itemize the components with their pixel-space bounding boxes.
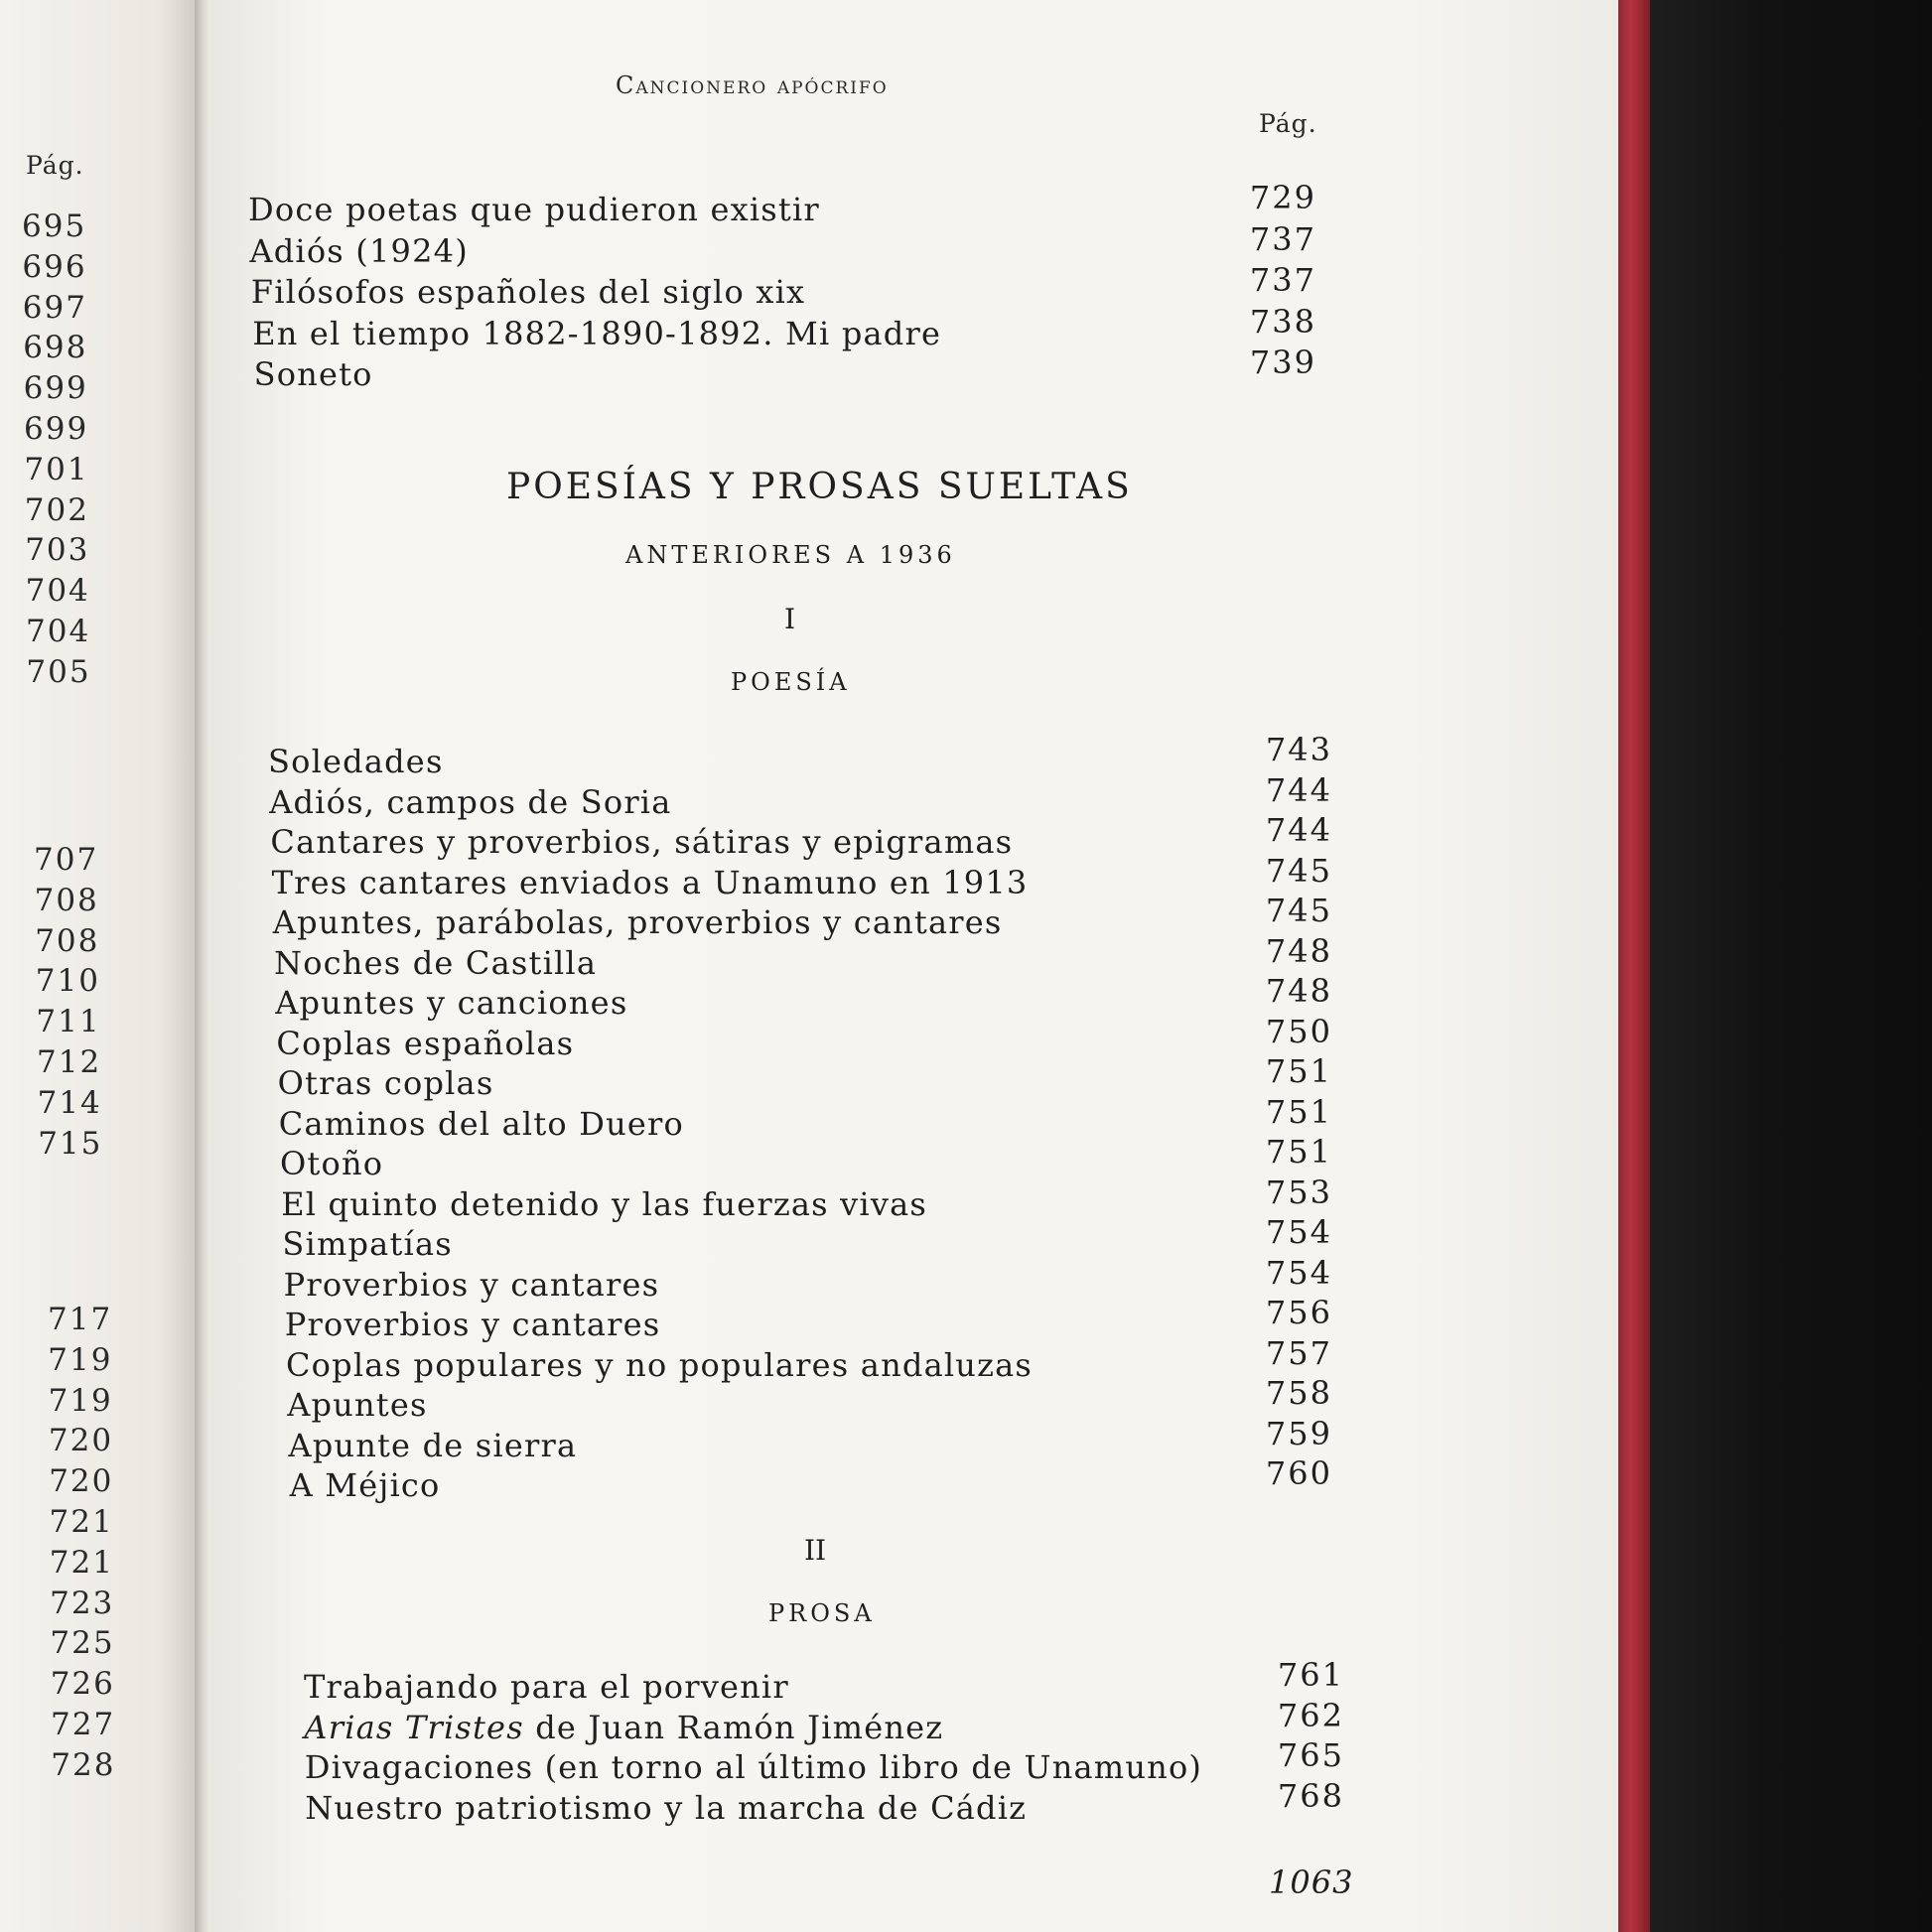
toc-entry-title: Coplas españolas (276, 1024, 575, 1062)
left-page-number: 712 (37, 1044, 102, 1080)
left-page-number: 717 (48, 1302, 113, 1337)
left-page-number: 720 (49, 1463, 114, 1500)
toc-entry-title: Adiós (1924) (249, 231, 469, 270)
toc-entry-title: Soledades (268, 743, 444, 780)
left-page-number: 727 (51, 1707, 116, 1742)
part-one-title: POESÍA (731, 668, 851, 696)
left-page-number: 707 (34, 842, 99, 878)
toc-page-number: 743 (1265, 731, 1332, 768)
right-page (210, 0, 1618, 1932)
left-page-number: 698 (23, 330, 88, 366)
left-page-number: 704 (26, 614, 91, 649)
toc-page-number: 757 (1265, 1333, 1332, 1372)
toc-page-number: 768 (1277, 1776, 1344, 1815)
toc-entry-title: Trabajando para el porvenir (304, 1668, 789, 1706)
left-page-number: 728 (51, 1746, 116, 1783)
left-page-number: 714 (37, 1084, 102, 1121)
toc-page-number: 744 (1265, 811, 1332, 849)
left-page-number: 705 (26, 653, 91, 690)
toc-entry (254, 355, 373, 393)
toc-entry (281, 1185, 927, 1223)
toc-entry-title: Apunte de sierra (288, 1426, 578, 1464)
toc-page-number: 751 (1265, 1092, 1332, 1131)
toc-page-number: 760 (1265, 1454, 1332, 1492)
toc-entry (280, 1145, 383, 1182)
left-page-number: 704 (25, 573, 90, 610)
toc-entry-title: Proverbios y cantares (283, 1265, 660, 1304)
left-page-number: 726 (50, 1666, 115, 1703)
toc-entry-title: Apuntes (287, 1386, 428, 1424)
left-page-number: 697 (22, 289, 87, 326)
section-title: POESÍAS Y PROSAS SUELTAS (506, 467, 1133, 507)
toc-entry (305, 1748, 1202, 1786)
toc-page-number: 758 (1265, 1374, 1332, 1412)
left-page-number: 721 (49, 1504, 114, 1540)
toc-entry (270, 823, 1013, 861)
toc-entry-title: Tres cantares enviados a Unamuno en 1913 (271, 863, 1029, 901)
toc-page-number: 729 (1249, 179, 1316, 216)
left-page-number: 703 (25, 532, 90, 569)
part-two-title: PROSA (768, 1599, 876, 1627)
left-page-number: 715 (38, 1125, 103, 1162)
toc-page-number: 765 (1277, 1736, 1344, 1774)
left-page-number: 708 (34, 882, 99, 918)
toc-page-number: 751 (1265, 1133, 1332, 1171)
right-pag-label: Pág. (1259, 109, 1317, 138)
toc-entry (288, 1427, 577, 1464)
toc-entry-title: El quinto detenido y las fuerzas vivas (281, 1184, 928, 1223)
left-page-number: 711 (36, 1004, 101, 1040)
toc-entry-title: Apuntes, parábolas, proverbios y cantares (272, 903, 1003, 941)
toc-page-number: 739 (1249, 344, 1316, 381)
toc-entry-title: Nuestro patriotismo y la marcha de Cádiz (305, 1788, 1028, 1827)
toc-entry (252, 315, 941, 352)
toc-entry (286, 1346, 1033, 1384)
toc-entry (251, 273, 805, 311)
toc-entry (269, 783, 671, 821)
toc-page-number: 750 (1265, 1012, 1332, 1050)
toc-page-number: 737 (1249, 219, 1316, 258)
toc-entry-title: Proverbios y cantares (284, 1306, 661, 1343)
toc-entry (248, 191, 820, 228)
left-pag-label: Pág. (26, 151, 84, 180)
toc-entry-title-italic: Arias Tristes (304, 1708, 524, 1746)
left-page-number: 721 (49, 1544, 114, 1581)
toc-entry-title: Otras coplas (277, 1064, 494, 1102)
toc-entry (278, 1064, 494, 1102)
toc-page-number: 753 (1265, 1173, 1332, 1211)
toc-page-number: 754 (1265, 1253, 1332, 1292)
toc-entry-title: Coplas populares y no populares andaluzas (286, 1345, 1034, 1384)
toc-entry (305, 1789, 1027, 1827)
toc-entry (249, 232, 469, 270)
toc-entry (275, 984, 627, 1022)
toc-entry (279, 1105, 684, 1143)
toc-entry (274, 944, 597, 982)
left-page-number: 696 (22, 248, 87, 285)
book-gutter (195, 0, 210, 1932)
toc-entry (282, 1225, 452, 1263)
toc-entry-title: Caminos del alto Duero (278, 1104, 685, 1143)
toc-entry (272, 864, 1029, 901)
left-page-number: 723 (50, 1585, 115, 1621)
toc-entry-title: Otoño (280, 1145, 384, 1182)
toc-page-number: 738 (1249, 302, 1316, 341)
toc-page-number: 751 (1265, 1052, 1332, 1090)
left-page-number: 725 (50, 1625, 115, 1662)
toc-entry-title: Cantares y proverbios, sátiras y epigramas (270, 823, 1014, 861)
toc-entry (287, 1386, 427, 1424)
toc-entry (284, 1266, 660, 1304)
dark-background (1650, 0, 1932, 1932)
toc-entry (304, 1668, 789, 1706)
running-header: Cancionero apócrifo (616, 71, 889, 99)
toc-entry-title: Apuntes y canciones (275, 984, 628, 1022)
toc-entry-title: de Juan Ramón Jiménez (523, 1708, 944, 1746)
toc-page-number: 748 (1265, 931, 1332, 970)
left-page-number: 699 (23, 370, 88, 407)
left-page-number: 699 (24, 411, 89, 447)
toc-page-number: 756 (1265, 1294, 1332, 1331)
toc-page-number: 745 (1265, 892, 1332, 929)
left-page-number: 708 (35, 922, 100, 959)
toc-entry-title: Adiós, campos de Soria (269, 782, 672, 821)
toc-entry-title: Doce poetas que pudieron existir (248, 191, 820, 228)
toc-entry (290, 1466, 441, 1504)
toc-entry (273, 903, 1003, 941)
toc-entry (304, 1709, 943, 1746)
toc-page-number: 761 (1277, 1656, 1344, 1694)
left-page-number: 719 (48, 1341, 113, 1378)
toc-page-number: 745 (1265, 851, 1332, 890)
left-page-number: 701 (24, 451, 89, 487)
left-page (0, 0, 199, 1932)
toc-page-number: 759 (1265, 1414, 1332, 1452)
left-page-number: 719 (48, 1382, 113, 1419)
toc-page-number: 748 (1265, 972, 1332, 1010)
toc-page-number: 744 (1265, 770, 1332, 809)
left-page-number: 710 (35, 963, 100, 1000)
red-cover-edge (1618, 0, 1650, 1932)
toc-entry-title: Simpatías (282, 1225, 453, 1263)
toc-entry (276, 1025, 574, 1062)
toc-entry-title: Soneto (253, 355, 373, 393)
part-two-numeral: II (804, 1534, 827, 1567)
toc-page-number: 754 (1265, 1213, 1332, 1251)
page-folio: 1063 (1269, 1863, 1354, 1901)
toc-entry-title: A Méjico (289, 1466, 441, 1504)
toc-entry (285, 1306, 661, 1343)
section-subtitle: ANTERIORES A 1936 (625, 541, 956, 569)
left-page-number: 695 (22, 208, 87, 244)
toc-entry-title: Divagaciones (en torno al último libro de Unamuno) (304, 1748, 1203, 1786)
part-one-numeral: I (784, 603, 796, 635)
left-page-number: 720 (48, 1423, 114, 1459)
toc-page-number: 737 (1249, 261, 1316, 299)
left-page-number: 702 (24, 491, 89, 528)
toc-entry-title: Filósofos españoles del siglo xix (250, 273, 806, 311)
toc-entry-title: En el tiempo 1882-1890-1892. Mi padre (252, 314, 942, 352)
toc-entry-title: Noches de Castilla (274, 943, 598, 982)
toc-page-number: 762 (1277, 1696, 1344, 1734)
toc-entry (268, 743, 444, 780)
